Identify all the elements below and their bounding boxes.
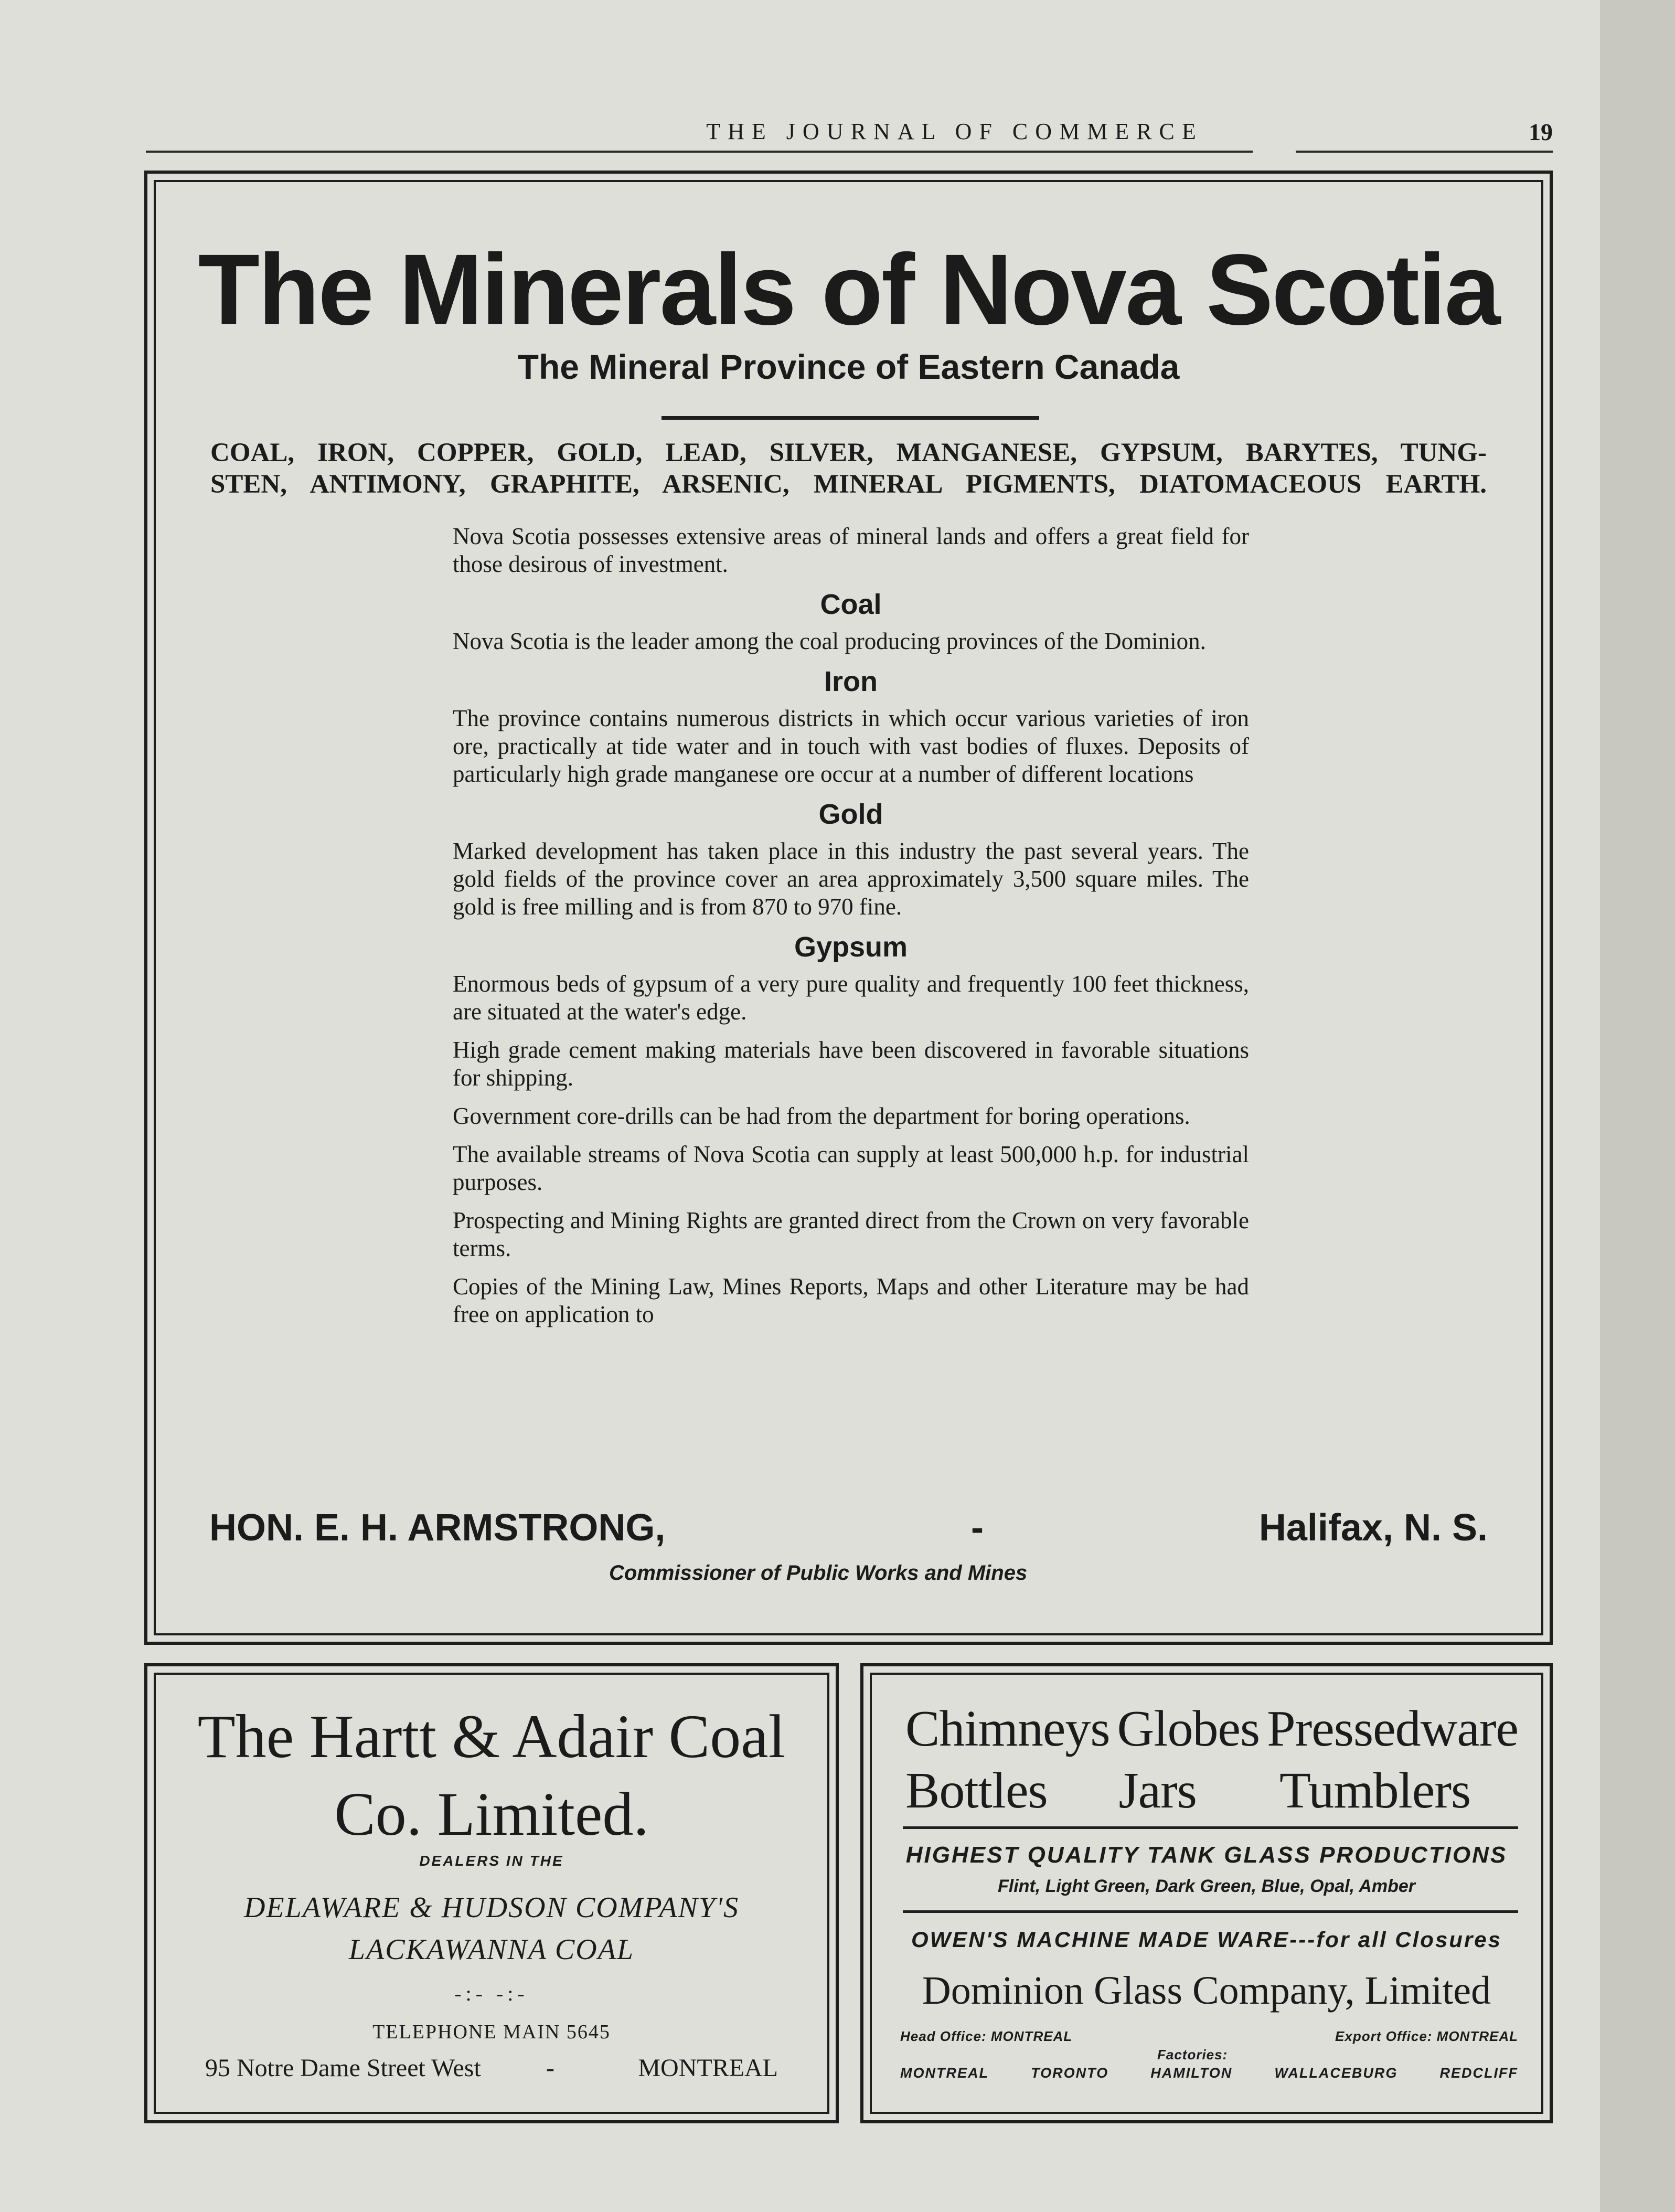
signatory-dash: - [971,1507,984,1549]
header-rule-right [1296,151,1553,153]
section-text: Marked development has taken place in this industry the past several years. The gold fields of the province cover an area approximately 3,500 square miles. The gold is free milling and is from 870 to 970 fine. [453,838,1249,920]
section-text: Enormous beds of gypsum of a very pure quality and frequently 100 feet thickness, are situated at the water's edge. [453,971,1249,1025]
page-edge-shadow [1600,0,1675,2212]
title-rule [662,416,1039,420]
minerals-list [210,437,1487,500]
coal-line: DELAWARE & HUDSON COMPANY'S [243,1891,740,1924]
hartt-adair-advertisement [144,1663,839,2123]
dominion-glass-advertisement [860,1663,1553,2123]
product-row [905,1698,1518,1760]
body-paragraph: High grade cement making materials have been discovered in favorable situations for shipping. [453,1037,1249,1091]
city-name: TORONTO [1031,2065,1109,2081]
intro-paragraph: Nova Scotia possesses extensive areas of mineral lands and offers a great field for those desirous of investment. [453,523,1249,577]
product-list [905,1698,1518,1822]
owens-line: OWEN'S MACHINE MADE WARE---for all Closures [911,1927,1502,1952]
section-text: Nova Scotia is the leader among the coal producing provinces of the Dominion. [453,628,1206,654]
section-heading: Gold [818,799,883,830]
section-text: The province contains numerous districts in which occur various varieties of iron ore, practically at tide water and in touch with vast bodies of fluxes. Deposits of particularly high grade manganese ore occur at a number of different locations [453,705,1249,787]
city-name: REDCLIFF [1439,2065,1518,2081]
divider-rule [903,1910,1518,1913]
factory-cities [900,2065,1518,2081]
product-item: Jars [1118,1762,1197,1819]
quality-line: HIGHEST QUALITY TANK GLASS PRODUCTIONS [905,1842,1508,1868]
product-item: Chimneys [905,1700,1110,1757]
city-name: WALLACEBURG [1274,2065,1398,2081]
section-heading: Gypsum [794,931,908,963]
coal-line: LACKAWANNA COAL [348,1933,635,1966]
colors-line: Flint, Light Green, Dark Green, Blue, Opal, Amber [998,1876,1415,1896]
company-name: Dominion Glass Company, Limited [922,1969,1491,2013]
journal-title: THE JOURNAL OF COMMERCE [706,119,1203,144]
city-name: HAMILTON [1150,2065,1233,2081]
running-header [142,118,1553,150]
factories-label: Factories: [1157,2047,1228,2062]
section-heading: Iron [824,666,878,697]
signatory-name: HON. E. H. ARMSTRONG, [209,1507,666,1549]
header-rule-left [146,151,1253,153]
company-name-line: Co. Limited. [334,1780,649,1848]
street-address: 95 Notre Dame Street West [205,2054,481,2082]
city-name: MONTREAL [900,2065,989,2081]
telephone: TELEPHONE MAIN 5645 [372,2021,611,2043]
minerals-line: COAL, IRON, COPPER, GOLD, LEAD, SILVER, MANGANESE, GYPSUM, BARYTES, TUNG- [210,438,1487,467]
signatory-place: Halifax, N. S. [1258,1507,1488,1549]
product-item: Pressedware [1267,1700,1518,1757]
dealers-label: DEALERS IN THE [419,1853,564,1869]
address-dash: - [546,2054,554,2082]
body-paragraph: Prospecting and Mining Rights are granted direct from the Crown on very favorable terms. [453,1207,1249,1261]
signatory-role: Commissioner of Public Works and Mines [609,1561,1028,1584]
ad-subtitle: The Mineral Province of Eastern Canada [517,347,1180,386]
minerals-line: STEN, ANTIMONY, GRAPHITE, ARSENIC, MINERAL PIGMENTS, DIATOMACEOUS EARTH. [210,470,1487,499]
section-heading: Coal [820,589,882,620]
coal-description [147,1887,836,1971]
company-name [147,1698,836,1853]
body-paragraph: Copies of the Mining Law, Mines Reports, Maps and other Literature may be had free on application to [453,1273,1249,1327]
ad-title: The Minerals of Nova Scotia [198,233,1499,346]
ad-body [453,523,1249,1339]
divider-rule [903,1826,1518,1829]
product-item: Globes [1117,1700,1260,1757]
product-item: Bottles [905,1762,1048,1819]
body-paragraph: The available streams of Nova Scotia can supply at least 500,000 h.p. for industrial purposes. [453,1141,1249,1195]
product-item: Tumblers [1279,1762,1471,1819]
body-paragraph: Government core-drills can be had from the department for boring operations. [453,1103,1190,1129]
minerals-advertisement [144,171,1553,1645]
export-office: Export Office: MONTREAL [1335,2028,1518,2044]
city: MONTREAL [638,2054,778,2082]
page-number: 19 [1529,119,1553,145]
ornament: -:- -:- [454,1982,529,2005]
company-name-line: The Hartt & Adair Coal [197,1702,786,1771]
head-office: Head Office: MONTREAL [900,2028,1073,2044]
product-row [905,1760,1518,1822]
